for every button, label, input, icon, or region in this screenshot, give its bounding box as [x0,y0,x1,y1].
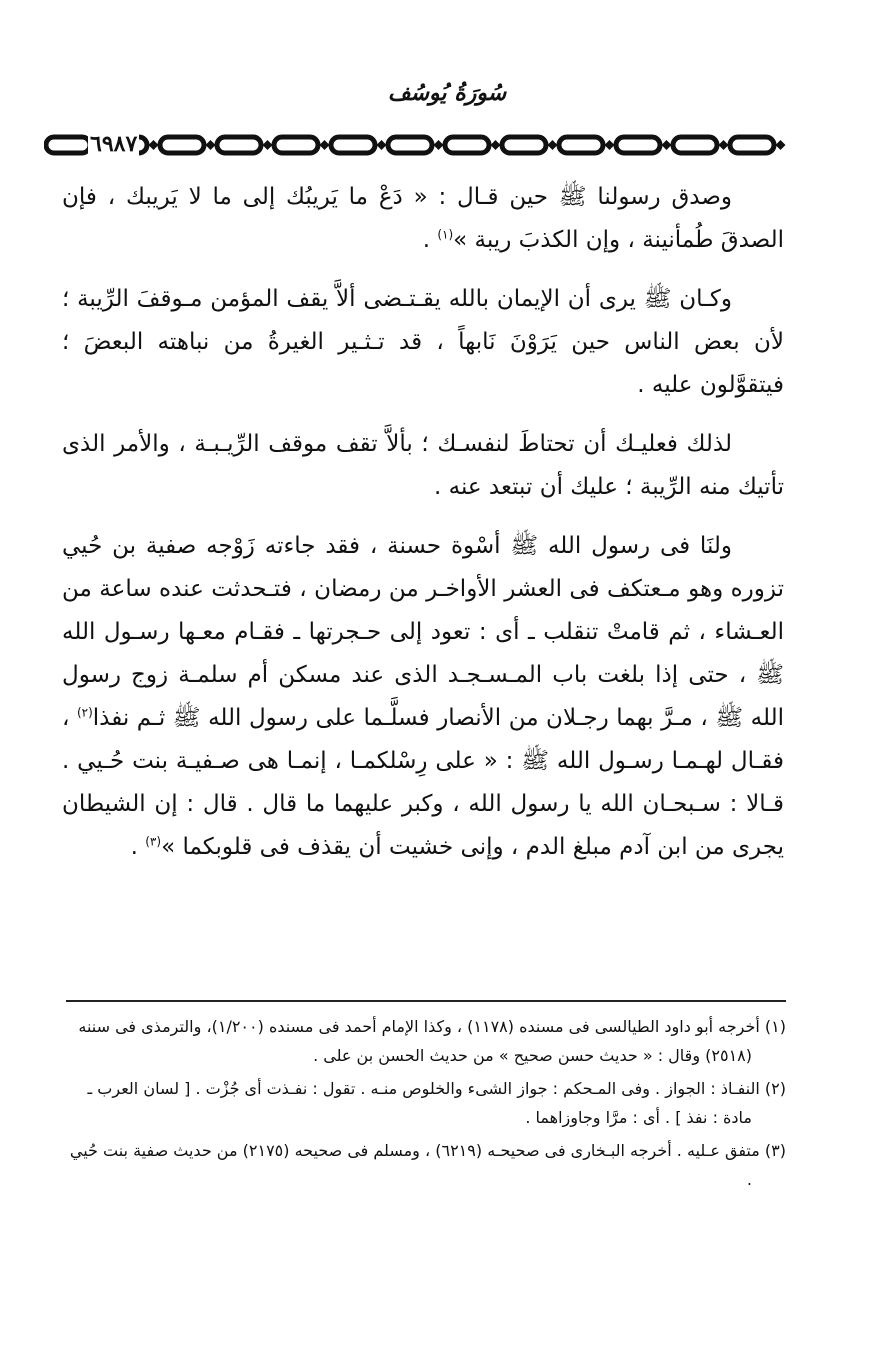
footnote [64,1136,786,1194]
paragraph-tail: . [422,227,438,253]
chain-diamond [377,140,387,150]
chain-link [331,137,375,153]
footnote [64,1074,786,1132]
chain-diamond [491,140,501,150]
chain-link [388,137,432,153]
paragraph-text: ولنَا فى رسول الله ﷺ أسْوة حسنة ، فقد جاءته زَوْجه صفية بن حُيي تزوره وهو مـعتكف فى العشر الأواخـر من رمضان ، فتـحدثت عنده ساعة من العـشاء ، ثم قامتْ تنقلب ـ أى : تعود إلى حـجرتها ـ فقـام معـها رسـول الله ﷺ ، حتى إذا بلغت باب المـسـجـد الذى عند مسكن أم سلمـة زوج رسول الله ﷺ ، مـرَّ بهما رجـلان من الأنصار فسلَّـما على رسول الله ﷺ ثـم نفذا [62,533,784,731]
footnote-divider [66,1000,786,1002]
chain-link [559,137,603,153]
footnote-number: (١) [764,1017,786,1036]
chain-diamond [662,140,672,150]
chain-link [730,137,774,153]
chain-link [217,137,261,153]
footnote-ref[interactable]: (٢) [76,705,93,720]
footnotes [64,1012,786,1194]
paragraph-text: ، فقـال لهـمـا رسـول الله ﷺ : « على رِسْلكمـا ، إنمـا هى صـفيـة بنت حُـيي . قـالا : سـبحـان الله يا رسول الله ، وكبر عليهما ما قال . قال : إن الشيطان يجرى من ابن آدم مبلغ الدم ، وإنى خشيت أن يقذف فى قلوبكما » [62,705,784,860]
chain-link [445,137,489,153]
chain-diamond [776,140,786,150]
footnote-number: (٢) [764,1079,786,1098]
chain-link [274,137,318,153]
footnote-text: متفق عـليه . أخرجه البـخارى فى صحيحـه (٦٢١٩) ، ومسلم فى صحيحه (٢١٧٥) من حديث صفية بنت حُيي . [69,1141,760,1189]
chain-diamond [263,140,273,150]
page-number: ٦٩٨٧ [90,131,138,157]
paragraph [62,525,784,869]
footnote-text: أخرجه أبو داود الطيالسى فى مسنده (١١٧٨) ، وكذا الإمام أحمد فى مسنده (١/٢٠٠)، والترمذى فى سننه (٢٥١٨) وقال : « حديث حسن صحيح » من حديث الحسن بن على . [78,1017,760,1065]
chain-diamond [548,140,558,150]
paragraph-text: وصدق رسولنا ﷺ حين قـال : « دَعْ ما يَريبُك إلى ما لا يَريبك ، فإن الصدقَ طُمأنينة ، وإن الكذبَ ريبة » [62,184,784,253]
chain-diamond [149,140,159,150]
paragraph [62,176,784,262]
chain-link [46,137,90,153]
main-text [62,176,784,869]
chain-diamond [434,140,444,150]
paragraph [62,278,784,407]
footnote-ref[interactable]: (١) [437,227,454,242]
chain-diamond [719,140,729,150]
paragraph-text: وكـان ﷺ يرى أن الإيمان بالله يقـتـضى ألاَّ يقف المؤمن مـوقفَ الرِّيبة ؛ لأن بعض الناس حين يَرَوْنَ نَابهاً ، قد تـثـير الغيرةُ من نباهته البعضَ ؛ فيتقوَّلون عليه . [62,286,784,398]
paragraph-tail: . [130,834,146,860]
chain-diamond [320,140,330,150]
footnote [64,1012,786,1070]
chain-link [616,137,660,153]
chain-link [502,137,546,153]
chain-link [160,137,204,153]
footnote-ref[interactable]: (٣) [145,834,162,849]
paragraph [62,423,784,509]
paragraph-text: لذلك فعليـك أن تحتاطَ لنفسـك ؛ بألاَّ تقف موقف الرِّيـبـة ، والأمر الذى تأتيك منه الرِّيبة ؛ عليك أن تبتعد عنه . [62,431,784,500]
chain-diamond [605,140,615,150]
footnote-number: (٣) [764,1141,786,1160]
chain-link [673,137,717,153]
surah-title: سُورَةُ يُوسُف [387,80,507,106]
footnote-text: النفـاذ : الجواز . وفى المـحكم : جواز الشىء والخلوص منـه . تقول : نفـذت أى جُزْت . [ لسان العرب ـ مادة : نفذ ] . أى : مرَّا وجاوزاهما . [87,1079,760,1127]
decorative-chain-border [44,128,812,162]
chain-diamond [206,140,216,150]
